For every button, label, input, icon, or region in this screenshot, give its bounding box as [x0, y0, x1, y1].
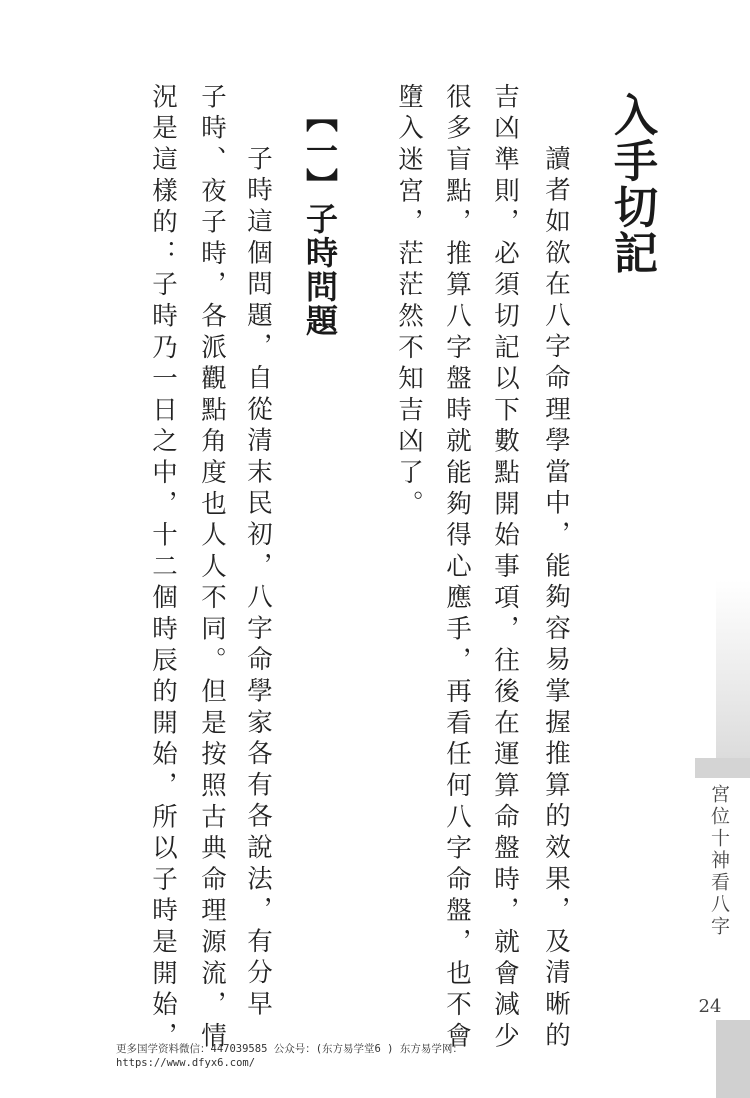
- body-line: 墮入迷宮，茫茫然不知吉凶了。: [394, 83, 424, 522]
- body-line: 子時這個問題，自從清末民初，八字命學家各有各說法，有分早: [243, 145, 273, 1022]
- page-number: 24: [698, 996, 722, 1017]
- body-line: 吉凶準則，必須切記以下數點開始事項，往後在運算命盤時，就會減少: [490, 83, 520, 1054]
- body-line: 子時、夜子時，各派觀點角度也人人不同。但是按照古典命理源流，情: [197, 83, 227, 1054]
- page-edge-lower: [716, 1020, 750, 1098]
- book-title-tab: 宮位十神看八字: [708, 784, 730, 938]
- body-line: 況是這樣的：子時乃一日之中，十二個時辰的開始，所以子時是開始，: [148, 83, 178, 1054]
- footer-watermark: [116, 1042, 576, 1070]
- section-heading: 【一】子時問題: [301, 100, 339, 338]
- body-line: 很多盲點，推算八字盤時就能夠得心應手，再看任何八字命盤，也不會: [442, 83, 472, 1054]
- page-edge-band: [695, 758, 750, 778]
- body-line: 讀者如欲在八字命理學當中，能夠容易掌握推算的效果，及清晰的: [541, 145, 571, 1053]
- page-edge-shade: [716, 580, 750, 780]
- footer-line-contact: 更多国学资料微信：447039585 公众号：(东方易学堂6 ) 东方易学网：: [116, 1043, 463, 1055]
- chapter-title: 入手切記: [606, 92, 657, 276]
- footer-line-url[interactable]: https://www.dfyx6.com/: [116, 1057, 256, 1069]
